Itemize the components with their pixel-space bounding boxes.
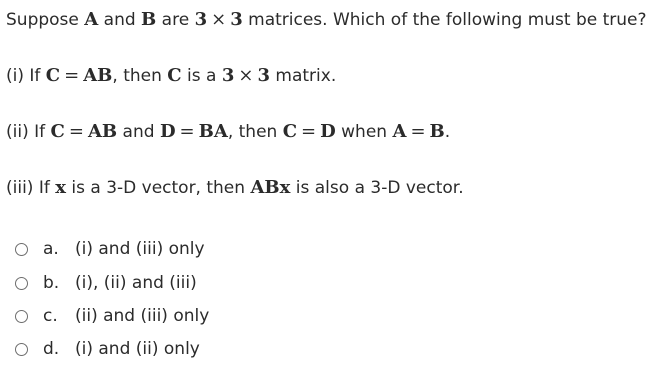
matrix-a: A — [84, 9, 99, 30]
option-letter: c. — [43, 306, 58, 326]
radio-button-b[interactable] — [15, 277, 28, 290]
option-label: (i), (ii) and (iii) — [75, 273, 197, 293]
answer-option-c[interactable] — [14, 304, 209, 328]
option-letter: d. — [43, 339, 60, 359]
statement-i: (i) If C = AB, then C is a 3 × 3 matrix. — [6, 65, 337, 86]
radio-button-c[interactable] — [15, 310, 28, 323]
option-letter: a. — [43, 239, 59, 259]
radio-button-d[interactable] — [15, 343, 28, 356]
option-label: (i) and (iii) only — [75, 239, 205, 259]
statement-iii: (iii) If x is a 3-D vector, then ABx is also a 3-D vector. — [6, 177, 464, 198]
matrix-b: B — [141, 9, 157, 30]
statement-ii: (ii) If C = AB and D = BA, then C = D when A = B. — [6, 121, 451, 142]
option-label: (i) and (ii) only — [75, 339, 200, 359]
option-label: (ii) and (iii) only — [75, 306, 210, 326]
question-text: Suppose A and B are 3 × 3 matrices. Which of the following must be true? — [6, 9, 647, 30]
answer-option-b[interactable] — [14, 271, 197, 295]
answer-option-a[interactable] — [14, 237, 205, 261]
option-letter: b. — [43, 273, 60, 293]
radio-button-a[interactable] — [15, 243, 28, 256]
answer-option-d[interactable] — [14, 337, 200, 361]
